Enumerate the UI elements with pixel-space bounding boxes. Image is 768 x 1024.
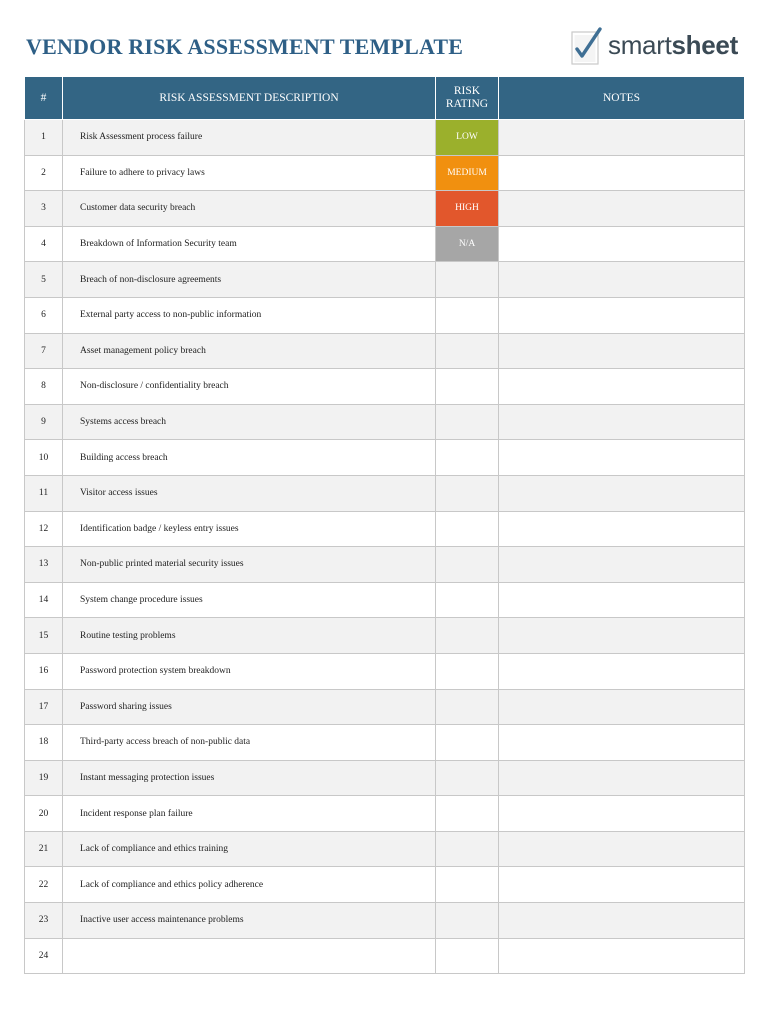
- risk-rating-cell[interactable]: [436, 725, 499, 761]
- column-header-notes: NOTES: [499, 77, 745, 120]
- notes-cell[interactable]: [499, 938, 745, 974]
- risk-description-cell[interactable]: Identification badge / keyless entry issues: [63, 511, 436, 547]
- row-number-cell: 7: [25, 333, 63, 369]
- notes-cell[interactable]: [499, 440, 745, 476]
- notes-cell[interactable]: [499, 618, 745, 654]
- notes-cell[interactable]: [499, 903, 745, 939]
- risk-rating-cell[interactable]: [436, 547, 499, 583]
- row-number-cell: 11: [25, 475, 63, 511]
- row-number-cell: 10: [25, 440, 63, 476]
- table-row: [25, 760, 745, 796]
- notes-cell[interactable]: [499, 760, 745, 796]
- risk-description-cell[interactable]: System change procedure issues: [63, 582, 436, 618]
- risk-rating-cell[interactable]: N/A: [436, 226, 499, 262]
- risk-rating-cell[interactable]: [436, 903, 499, 939]
- risk-description-cell[interactable]: Lack of compliance and ethics training: [63, 831, 436, 867]
- risk-description-cell[interactable]: Building access breach: [63, 440, 436, 476]
- notes-cell[interactable]: [499, 511, 745, 547]
- row-number-cell: 19: [25, 760, 63, 796]
- risk-rating-cell[interactable]: [436, 796, 499, 832]
- notes-cell[interactable]: [499, 262, 745, 298]
- risk-rating-cell[interactable]: [436, 689, 499, 725]
- table-row: [25, 440, 745, 476]
- risk-description-cell[interactable]: External party access to non-public information: [63, 297, 436, 333]
- table-row: [25, 547, 745, 583]
- risk-description-cell[interactable]: Risk Assessment process failure: [63, 120, 436, 156]
- notes-cell[interactable]: [499, 297, 745, 333]
- notes-cell[interactable]: [499, 653, 745, 689]
- risk-description-cell[interactable]: Third-party access breach of non-public data: [63, 725, 436, 761]
- column-header-risk-rating: [436, 77, 499, 120]
- table-row: [25, 618, 745, 654]
- risk-description-cell[interactable]: [63, 938, 436, 974]
- table-row: [25, 653, 745, 689]
- table-row: [25, 511, 745, 547]
- risk-rating-cell[interactable]: [436, 511, 499, 547]
- notes-cell[interactable]: [499, 689, 745, 725]
- risk-description-cell[interactable]: Breakdown of Information Security team: [63, 226, 436, 262]
- table-row: [25, 226, 745, 262]
- risk-description-cell[interactable]: Non-public printed material security issues: [63, 547, 436, 583]
- risk-rating-cell[interactable]: [436, 938, 499, 974]
- row-number-cell: 24: [25, 938, 63, 974]
- risk-description-cell[interactable]: Systems access breach: [63, 404, 436, 440]
- row-number-cell: 3: [25, 191, 63, 227]
- notes-cell[interactable]: [499, 796, 745, 832]
- notes-cell[interactable]: [499, 333, 745, 369]
- table-row: [25, 689, 745, 725]
- notes-cell[interactable]: [499, 369, 745, 405]
- risk-rating-cell[interactable]: [436, 440, 499, 476]
- logo-wordmark-bold: sheet: [671, 30, 738, 60]
- row-number-cell: 21: [25, 831, 63, 867]
- risk-rating-header-line1: RISK: [453, 85, 481, 97]
- risk-rating-cell[interactable]: [436, 297, 499, 333]
- risk-description-cell[interactable]: Password protection system breakdown: [63, 653, 436, 689]
- risk-rating-header-line2: RATING: [445, 98, 489, 110]
- row-number-cell: 16: [25, 653, 63, 689]
- row-number-cell: 22: [25, 867, 63, 903]
- risk-assessment-table: [24, 76, 745, 974]
- risk-rating-cell[interactable]: LOW: [436, 120, 499, 156]
- risk-rating-cell[interactable]: [436, 653, 499, 689]
- notes-cell[interactable]: [499, 120, 745, 156]
- risk-rating-cell[interactable]: MEDIUM: [436, 155, 499, 191]
- risk-rating-cell[interactable]: [436, 867, 499, 903]
- column-header-description: RISK ASSESSMENT DESCRIPTION: [63, 77, 436, 120]
- table-row: [25, 725, 745, 761]
- row-number-cell: 9: [25, 404, 63, 440]
- risk-rating-cell[interactable]: [436, 582, 499, 618]
- risk-rating-cell[interactable]: [436, 262, 499, 298]
- row-number-cell: 6: [25, 297, 63, 333]
- risk-description-cell[interactable]: Incident response plan failure: [63, 796, 436, 832]
- page-header: [0, 0, 768, 76]
- notes-cell[interactable]: [499, 547, 745, 583]
- notes-cell[interactable]: [499, 155, 745, 191]
- notes-cell[interactable]: [499, 831, 745, 867]
- notes-cell[interactable]: [499, 725, 745, 761]
- risk-rating-cell[interactable]: [436, 760, 499, 796]
- table-row: [25, 297, 745, 333]
- risk-rating-cell[interactable]: HIGH: [436, 191, 499, 227]
- table-row: [25, 120, 745, 156]
- table-row: [25, 333, 745, 369]
- risk-description-cell[interactable]: Lack of compliance and ethics policy adherence: [63, 867, 436, 903]
- table-row: [25, 796, 745, 832]
- table-body: [25, 120, 745, 974]
- notes-cell[interactable]: [499, 226, 745, 262]
- notes-cell[interactable]: [499, 191, 745, 227]
- row-number-cell: 20: [25, 796, 63, 832]
- table-row: [25, 831, 745, 867]
- table-row: [25, 867, 745, 903]
- risk-description-cell[interactable]: Inactive user access maintenance problems: [63, 903, 436, 939]
- notes-cell[interactable]: [499, 867, 745, 903]
- table-row: [25, 369, 745, 405]
- page-title: VENDOR RISK ASSESSMENT TEMPLATE: [26, 34, 464, 59]
- row-number-cell: 2: [25, 155, 63, 191]
- risk-rating-cell[interactable]: [436, 618, 499, 654]
- risk-description-cell[interactable]: Breach of non-disclosure agreements: [63, 262, 436, 298]
- risk-description-cell[interactable]: Customer data security breach: [63, 191, 436, 227]
- column-header-number: #: [25, 77, 63, 120]
- risk-rating-cell[interactable]: [436, 404, 499, 440]
- logo-wordmark: [608, 30, 738, 61]
- row-number-cell: 17: [25, 689, 63, 725]
- table-row: [25, 938, 745, 974]
- table-row: [25, 582, 745, 618]
- table-row: [25, 404, 745, 440]
- row-number-cell: 8: [25, 369, 63, 405]
- row-number-cell: 15: [25, 618, 63, 654]
- logo-wordmark-light: smart: [608, 30, 672, 60]
- row-number-cell: 14: [25, 582, 63, 618]
- risk-rating-cell[interactable]: [436, 369, 499, 405]
- risk-rating-cell[interactable]: [436, 831, 499, 867]
- risk-description-cell[interactable]: Routine testing problems: [63, 618, 436, 654]
- risk-description-cell[interactable]: Visitor access issues: [63, 475, 436, 511]
- table-row: [25, 262, 745, 298]
- risk-description-cell[interactable]: Non-disclosure / confidentiality breach: [63, 369, 436, 405]
- table-row: [25, 191, 745, 227]
- notes-cell[interactable]: [499, 582, 745, 618]
- table-row: [25, 155, 745, 191]
- table-header-row: [25, 77, 745, 120]
- row-number-cell: 4: [25, 226, 63, 262]
- row-number-cell: 5: [25, 262, 63, 298]
- risk-rating-cell[interactable]: [436, 475, 499, 511]
- risk-description-cell[interactable]: Password sharing issues: [63, 689, 436, 725]
- risk-description-cell[interactable]: Asset management policy breach: [63, 333, 436, 369]
- notes-cell[interactable]: [499, 404, 745, 440]
- row-number-cell: 12: [25, 511, 63, 547]
- notes-cell[interactable]: [499, 475, 745, 511]
- row-number-cell: 23: [25, 903, 63, 939]
- risk-description-cell[interactable]: Instant messaging protection issues: [63, 760, 436, 796]
- row-number-cell: 1: [25, 120, 63, 156]
- risk-description-cell[interactable]: Failure to adhere to privacy laws: [63, 155, 436, 191]
- table-row: [25, 475, 745, 511]
- row-number-cell: 13: [25, 547, 63, 583]
- table-row: [25, 903, 745, 939]
- row-number-cell: 18: [25, 725, 63, 761]
- smartsheet-logo: [570, 26, 746, 68]
- checkmark-icon: [570, 26, 606, 66]
- risk-rating-cell[interactable]: [436, 333, 499, 369]
